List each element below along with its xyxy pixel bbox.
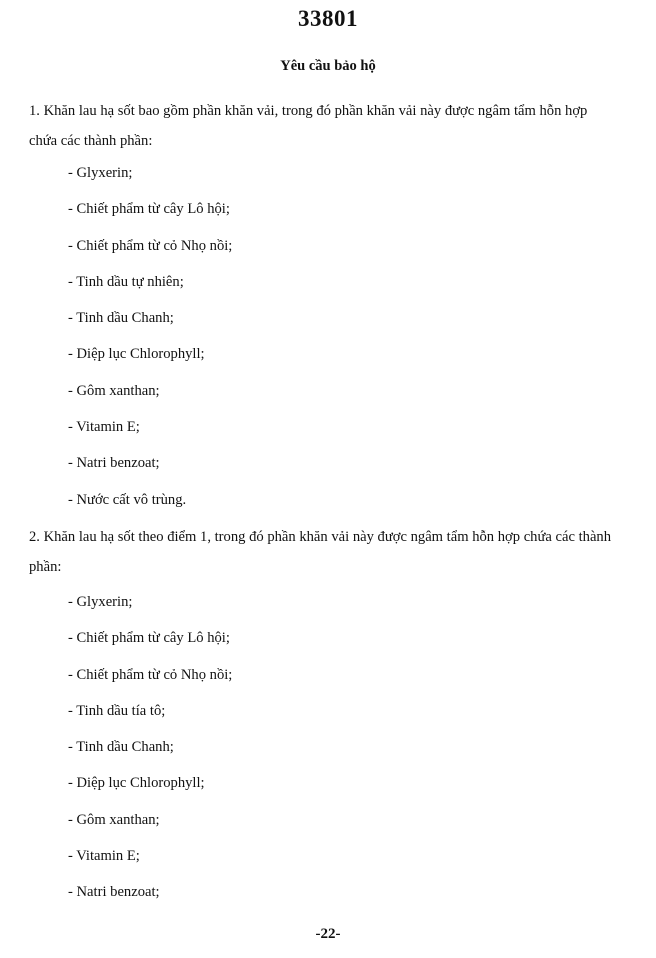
claim-2-ingredient-list [68,591,232,918]
list-item: - Chiết phẩm từ cây Lô hội; [68,201,230,218]
list-item: - Vitamin E; [68,848,140,865]
list-item: - Chiết phẩm từ cỏ Nhọ nồi; [68,237,233,254]
list-item: - Glyxerin; [68,594,133,610]
list-item: - Natri benzoat; [68,455,160,472]
list-item: - Chiết phẩm từ cây Lô hội; [68,630,230,647]
page-number: -22- [315,926,341,942]
list-item: - Glyxerin; [68,165,133,181]
list-item: - Tinh dầu Chanh; [68,310,174,327]
list-item: - Vitamin E; [68,419,140,436]
claim-1-text: 1. Khăn lau hạ sốt bao gồm phần khăn vải, trong đó phần khăn vải này được ngâm tẩm hỗn hợp chứa các thành phần: [29,103,588,149]
list-item: - Gôm xanthan; [68,811,160,828]
list-item: - Tinh dầu tự nhiên; [68,273,184,290]
list-item: - Diệp lục Chlorophyll; [68,775,205,792]
list-item: - Tinh dầu Chanh; [68,739,174,756]
list-item: - Nước cất vô trùng. [68,491,187,508]
list-item: - Tinh dầu tía tô; [68,702,166,719]
list-item: - Diệp lục Chlorophyll; [68,346,205,363]
list-item: - Gôm xanthan; [68,382,160,399]
claim-2-text: 2. Khăn lau hạ sốt theo điểm 1, trong đó phần khăn vải này được ngâm tẩm hỗn hợp chứa các thành phần: [29,529,612,575]
list-item: - Chiết phẩm từ cỏ Nhọ nồi; [68,666,233,683]
document-number: 33801 [298,6,358,31]
claim-1-ingredient-list [68,162,232,525]
list-item: - Natri benzoat; [68,884,160,901]
section-title: Yêu cầu bảo hộ [280,58,376,74]
